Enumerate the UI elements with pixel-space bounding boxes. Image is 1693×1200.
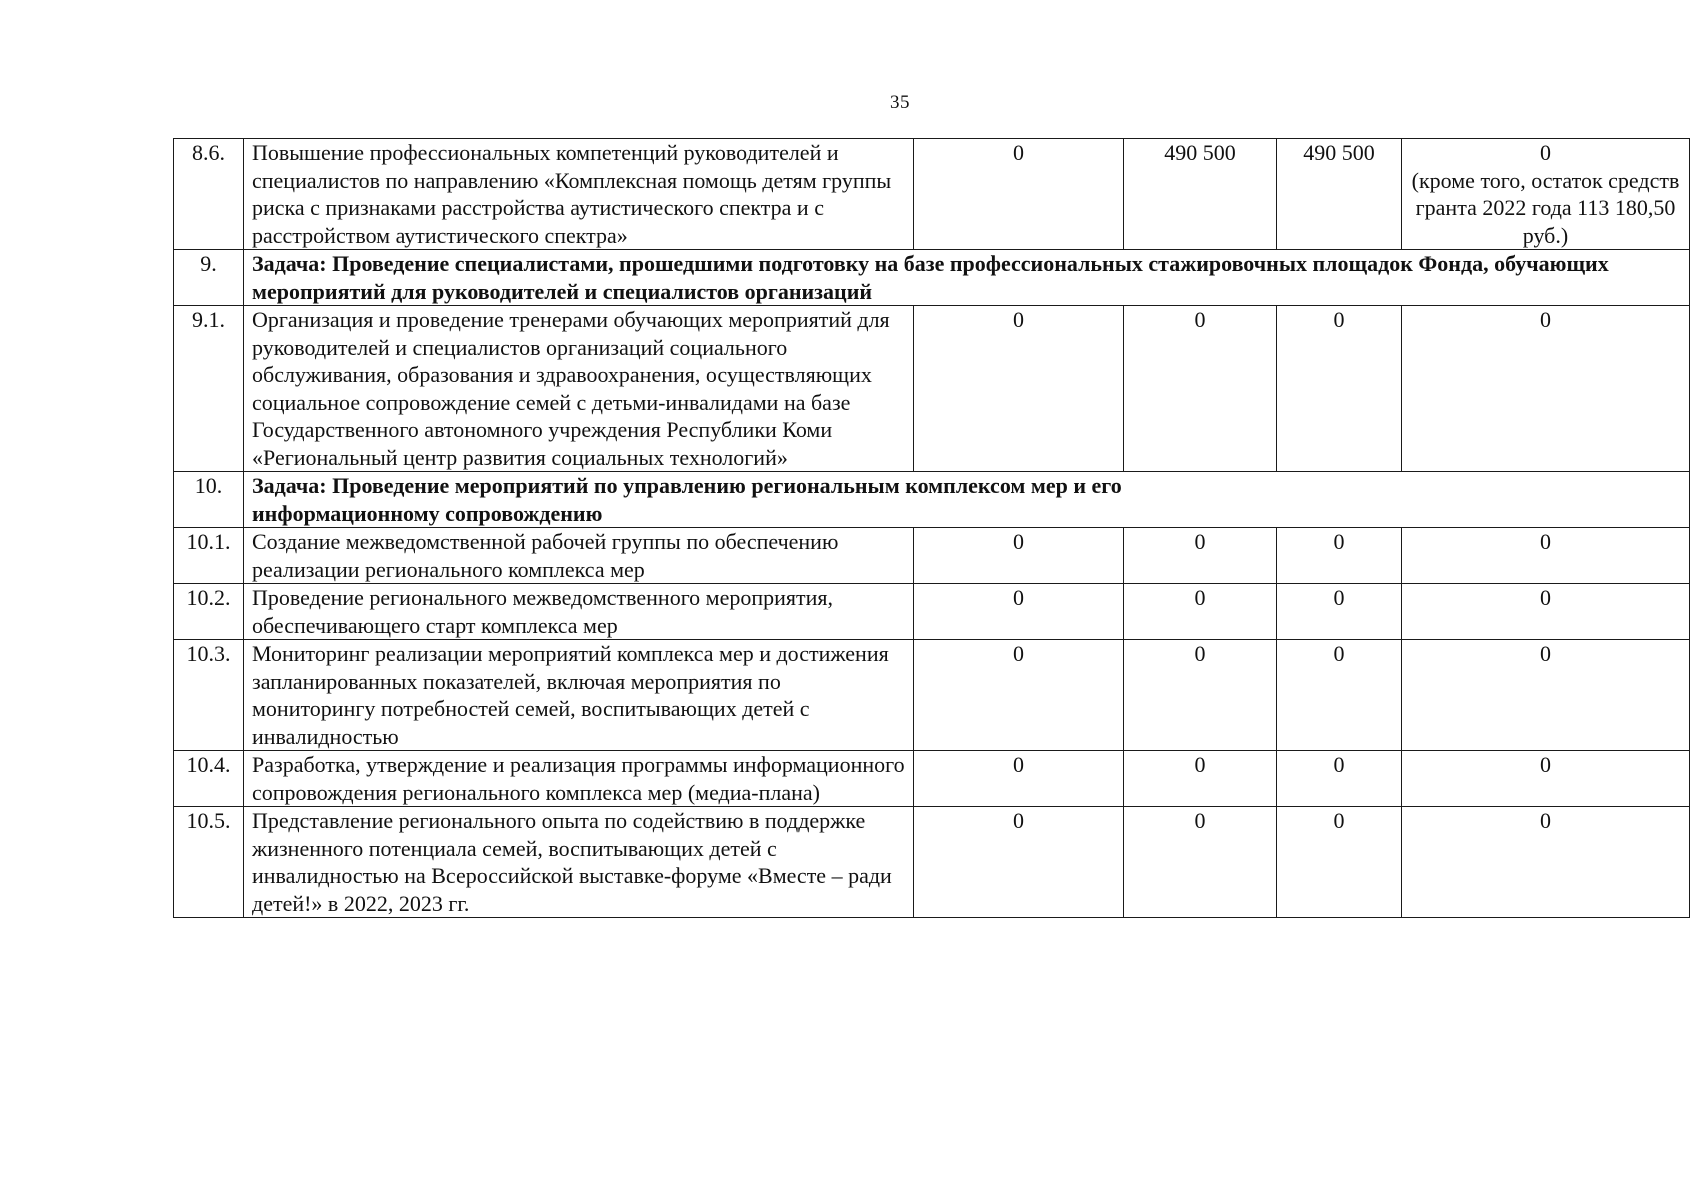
value-note: (кроме того, остаток средств гранта 2022 года 113 180,50 руб.) <box>1411 167 1680 248</box>
value-cell: 0 <box>1277 528 1402 584</box>
value-cell: 0 <box>914 640 1124 751</box>
row-number: 10.3. <box>174 640 244 751</box>
value-cell: 0 <box>1277 306 1402 472</box>
value-cell: 490 500 <box>1124 139 1277 250</box>
value-cell: 0 <box>1124 807 1277 918</box>
row-description: Повышение профессиональных компетенций руководителей и специалистов по направлению «Комплексная помощь детям группы риска с признаками расстройства аутистического спектра и с расстройством аутистического спектра» <box>244 139 914 250</box>
value-cell: 0 <box>914 751 1124 807</box>
page-number: 35 <box>890 92 910 113</box>
row-description: Организация и проведение тренерами обучающих мероприятий для руководителей и специалистов организаций социального обслуживания, образования и здравоохранения, осуществляющих социальное сопровождение семей с детьми-инвалидами на базе Государственного автономного учреждения Республики Коми «Региональный центр развития социальных технологий» <box>244 306 914 472</box>
table-row <box>174 528 1690 584</box>
row-number: 9.1. <box>174 306 244 472</box>
value-cell: 0 <box>914 584 1124 640</box>
table-row <box>174 139 1690 250</box>
row-number: 10. <box>174 472 244 528</box>
row-number: 8.6. <box>174 139 244 250</box>
value-cell: 0 <box>1402 584 1690 640</box>
value-cell: 0 <box>914 807 1124 918</box>
row-number: 10.2. <box>174 584 244 640</box>
value-cell: 0 <box>1277 584 1402 640</box>
row-number: 10.1. <box>174 528 244 584</box>
table-row <box>174 306 1690 472</box>
value-amount: 0 <box>1540 140 1551 165</box>
row-number: 10.5. <box>174 807 244 918</box>
value-cell: 0 <box>1124 751 1277 807</box>
value-cell: 0 <box>1124 640 1277 751</box>
row-number: 10.4. <box>174 751 244 807</box>
value-cell: 0 <box>1124 306 1277 472</box>
value-cell: 0 <box>1402 306 1690 472</box>
table-row <box>174 584 1690 640</box>
measures-table <box>173 138 1690 918</box>
value-cell: 0 <box>1402 807 1690 918</box>
row-description: Разработка, утверждение и реализация программы информационного сопровождения регионального комплекса мер (медиа-плана) <box>244 751 914 807</box>
row-description: Мониторинг реализации мероприятий комплекса мер и достижения запланированных показателей, включая мероприятия по мониторингу потребностей семей, воспитывающих детей с инвалидностью <box>244 640 914 751</box>
task-heading: Задача: Проведение мероприятий по управлению региональным комплексом мер и его информационному сопровождению <box>244 472 1690 528</box>
task-row <box>174 472 1690 528</box>
task-row <box>174 250 1690 306</box>
value-cell: 0 <box>1277 640 1402 751</box>
table-row <box>174 807 1690 918</box>
value-cell: 0 <box>1124 584 1277 640</box>
row-description: Проведение регионального межведомственного мероприятия, обеспечивающего старт комплекса мер <box>244 584 914 640</box>
value-cell: 0 <box>914 528 1124 584</box>
value-cell: 0 <box>1402 751 1690 807</box>
row-description: Создание межведомственной рабочей группы по обеспечению реализации регионального комплекса мер <box>244 528 914 584</box>
value-cell: 490 500 <box>1277 139 1402 250</box>
row-number: 9. <box>174 250 244 306</box>
value-cell: 0 <box>1277 751 1402 807</box>
value-cell: 0 <box>1402 640 1690 751</box>
value-cell: 0 <box>1277 807 1402 918</box>
value-cell: 0 <box>914 139 1124 250</box>
table-row <box>174 751 1690 807</box>
value-cell <box>1402 139 1690 250</box>
row-description: Представление регионального опыта по содействию в поддержке жизненного потенциала семей, воспитывающих детей с инвалидностью на Всероссийской выставке-форуме «Вместе – ради детей!» в 2022, 2023 гг. <box>244 807 914 918</box>
value-cell: 0 <box>1124 528 1277 584</box>
task-heading: Задача: Проведение специалистами, прошедшими подготовку на базе профессиональных стажировочных площадок Фонда, обучающих мероприятий для руководителей и специалистов организаций <box>244 250 1690 306</box>
value-cell: 0 <box>1402 528 1690 584</box>
value-cell: 0 <box>914 306 1124 472</box>
table-row <box>174 640 1690 751</box>
